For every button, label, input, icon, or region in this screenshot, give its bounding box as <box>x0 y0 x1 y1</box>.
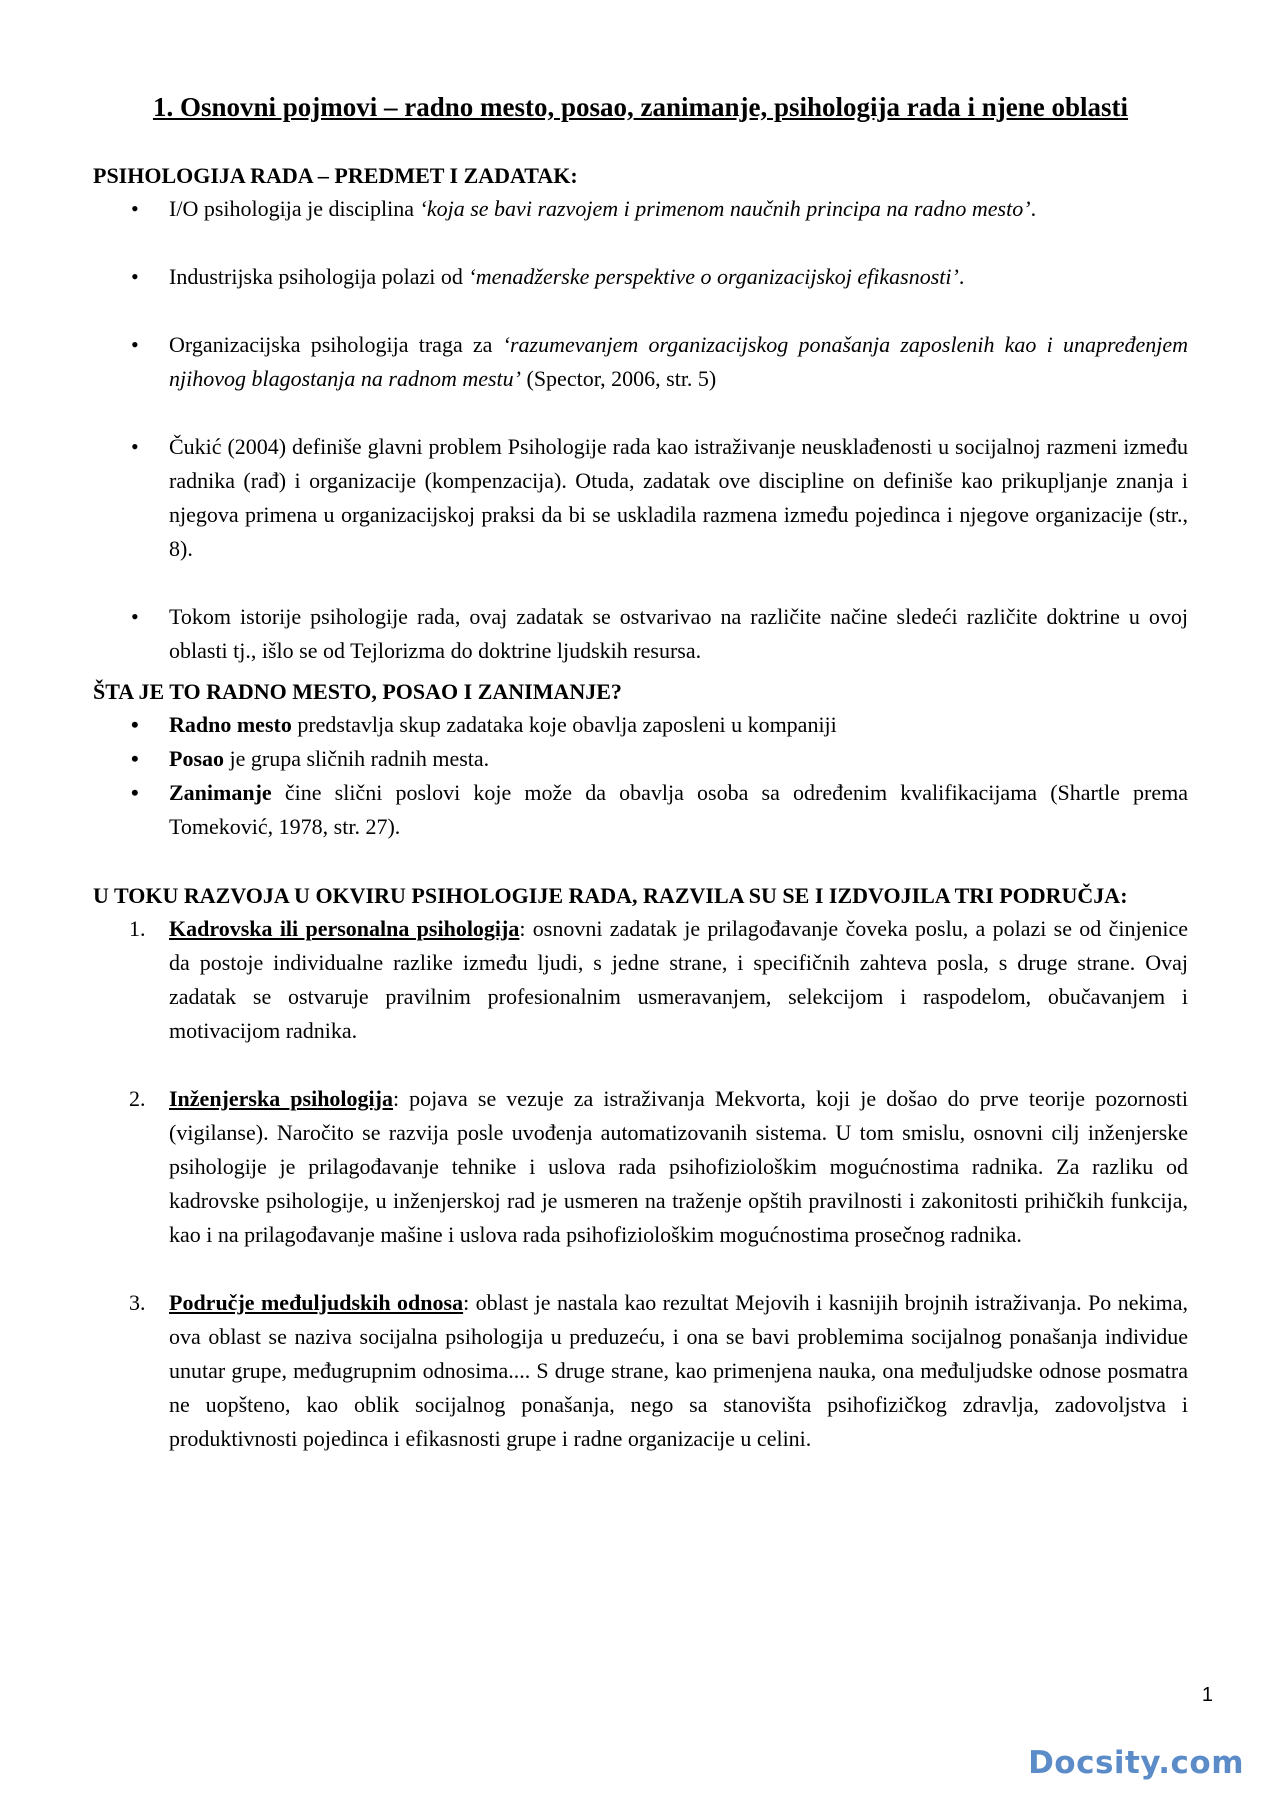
section-heading-radno-mesto: ŠTA JE TO RADNO MESTO, POSAO I ZANIMANJE? <box>93 679 622 704</box>
bullet-icon: • <box>131 604 139 629</box>
list-item: 3. Područje međuljudskih odnosa: oblast je nastala kao rezultat Mejovih i kasnijih brojnih istraživanja. Po nekima, ova oblast se naziva socijalna psihologija u preduzeću, i ona se bavi problemima socijalnog ponašanja individue unutar grupe, međugrupnim odnosima.... S druge strane, kao primenjena nauka, ona međuljudske odnose posmatra ne uopšteno, kao oblik socijalnog ponašanja, nego sa stanovišta psihofizičkog zdravlja, zadovoljstva i produktivnosti pojedinca i efikasnosti grupe i radne organizacije u celini. <box>129 1290 1188 1451</box>
list-item: • Tokom istorije psihologije rada, ovaj zadatak se ostvarivao na različite načine sledeći različite doktrine u ovoj oblasti tj., išlo se od Tejlorizma do doktrine ljudskih resursa. <box>93 600 1188 668</box>
section3-list <box>93 912 1188 1456</box>
list-item: • Radno mesto predstavlja skup zadataka koje obavlja zaposleni u kompaniji <box>93 708 1188 742</box>
section2-list <box>93 708 1188 844</box>
list-item: • Zanimanje čine slični poslovi koje može da obavlja osoba sa određenim kvalifikacijama (Shartle prema Tomeković, 1978, str. 27). <box>93 776 1188 844</box>
page-number: 1 <box>1201 1684 1213 1706</box>
bullet-icon: • <box>131 780 139 805</box>
list-item: 2. Inženjerska psihologija: pojava se vezuje za istraživanja Mekvorta, koji je došao do prve teorije pozornosti (vigilanse). Naročito se razvija posle uvođenja automatizovanih sistema. U tom smislu, osnovni cilj inženjerske psihologije je prilagođavanje tehnike i uslova rada psihofiziološkim mogućnostima radnika. Za razliku od kadrovske psihologije, u inženjerskoj rad je usmeren na traženje opštih pravilnosti i zakonitosti prihičkih funkcija, kao i na prilagođavanje mašine i uslova rada psihofiziološkim mogućnostima prosečnog radnika. <box>129 1086 1188 1247</box>
bullet-icon: • <box>131 712 139 737</box>
list-item: • Posao je grupa sličnih radnih mesta. <box>93 742 1188 776</box>
section-heading-predmet: PSIHOLOGIJA RADA – PREDMET I ZADATAK: <box>93 163 578 188</box>
bullet-icon: • <box>131 332 139 357</box>
section-heading-podrucja: U TOKU RAZVOJA U OKVIRU PSIHOLOGIJE RADA, RAZVILA SU SE I IZDVOJILA TRI PODRUČJA: <box>93 883 1128 908</box>
page-title: 1. Osnovni pojmovi – radno mesto, posao, zanimanje, psihologija rada i njene oblasti <box>152 92 1129 122</box>
watermark-logo: Docsity.com <box>1028 1745 1244 1781</box>
list-item: • I/O psihologija je disciplina ‘koja se bavi razvojem i primenom naučnih principa na radno mesto’. <box>93 192 1188 226</box>
bullet-icon: • <box>131 434 139 459</box>
list-item: 1. Kadrovska ili personalna psihologija: osnovni zadatak je prilagođavanje čoveka poslu, a polazi se od činjenice da postoje individualne razlike između ljudi, s jedne strane, i specifičnih zahteva posla, s druge strane. Ovaj zadatak se ostvaruje pravilnim profesionalnim usmeravanjem, selekcijom i raspodelom, obučavanjem i motivacijom radnika. <box>129 916 1189 1043</box>
bullet-icon: • <box>131 746 139 771</box>
section1-list <box>93 192 1188 668</box>
document-page <box>93 90 1188 1490</box>
list-item: • Čukić (2004) definiše glavni problem Psihologije rada kao istraživanje neusklađenosti u socijalnoj razmeni između radnika (rađ) i organizacije (kompenzacija). Otuda, zadatak ove discipline on definiše kao prikupljanje znanja i njegova primena u organizacijskoj praksi da bi se uskladila razmena između pojedinca i njegove organizacije (str., 8). <box>93 430 1188 566</box>
list-item: • Organizacijska psihologija traga za ‘razumevanjem organizacijskog ponašanja zaposlenih kao i unapređenjem njihovog blagostanja na radnom mestu’ (Spector, 2006, str. 5) <box>93 328 1188 396</box>
bullet-icon: • <box>131 264 139 289</box>
bullet-icon: • <box>131 196 139 221</box>
list-item: • Industrijska psihologija polazi od ‘menadžerske perspektive o organizacijskoj efikasnosti’. <box>93 260 1188 294</box>
